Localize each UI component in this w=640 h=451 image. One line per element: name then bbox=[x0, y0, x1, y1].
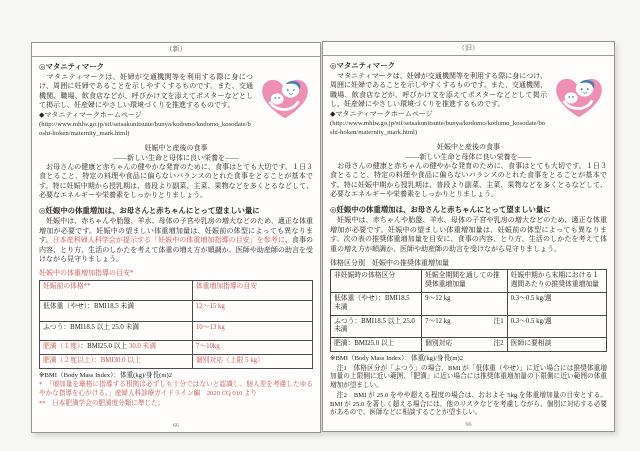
cell-value: 7〜10kg bbox=[192, 341, 312, 355]
page-number: 66 bbox=[465, 422, 472, 428]
weight-text-black-2: 、食事の内容、とり方、生活のしかたを考えて体重の増え方が順調か、医師や助産師の助言を受けながら見守りましょう。 bbox=[39, 236, 313, 263]
category-part-red: 肥満（１度） bbox=[43, 343, 81, 351]
cell-total bbox=[422, 338, 508, 352]
footnote-bmi: ※BMI（Body Mass Index）：体重(kg)/身長(m)2 bbox=[39, 371, 172, 379]
table-row bbox=[40, 322, 313, 341]
cell-weekly: 0.3〜0.5 kg/週 bbox=[507, 315, 606, 338]
note-ref: 注2 bbox=[493, 340, 504, 348]
weight-text-black-1: 妊娠中は、赤ちゃんや胎盤、羊水、母体の子宮や乳房の増大などのため、適正な体重増加が必要です。妊娠中の望ましい体重増加量は、妊娠前の体型によっても異なります。 bbox=[39, 217, 313, 245]
cell-category: ふつう：BMI18.5 以上 25.0 未満 bbox=[40, 322, 193, 341]
table-header-row bbox=[331, 270, 607, 293]
cell-category bbox=[40, 341, 193, 355]
cell-value: 12〜15 kg bbox=[192, 301, 312, 322]
weight-text-red: 日本産科婦人科学会が提示する「妊娠中の体重増加指導の目安」を参考に bbox=[52, 236, 285, 245]
footnotes bbox=[330, 355, 607, 418]
maternity-homepage-label: ◆マタニティマークホームページ bbox=[330, 110, 433, 119]
cell-category: ふつう：BMI18.5 以上 25.0 未満 bbox=[331, 315, 422, 338]
table-row bbox=[331, 315, 607, 338]
meal-subtitle: ――新しい生命と母体に良い栄養を―― bbox=[113, 153, 239, 162]
table-row bbox=[40, 301, 313, 322]
weight-gain-heading: ◎妊娠中の体重増加は、お母さんと赤ちゃんにとって望ましい量に bbox=[39, 206, 260, 216]
cell-value: 10〜13 kg bbox=[192, 322, 312, 341]
category-part-black: ：BMI25.0 以上 bbox=[80, 343, 129, 351]
cell-weekly: 0.3〜0.5 kg/週 bbox=[507, 292, 606, 315]
maternity-homepage-url: (http://www.mhlw.go.jp/stf/seisakunitsuite/bunya/kodomo/kodomo_kosodate/boshi-hoken/maternity_mark.html) bbox=[39, 120, 251, 137]
header-cell-total: 妊娠全期間を通しての推奨体重増加量 bbox=[422, 270, 508, 293]
cell-weekly: 医師に要相談 bbox=[507, 338, 606, 352]
document-page-new bbox=[31, 42, 321, 433]
weight-gain-heading: ◎妊娠中の体重増加は、お母さんと赤ちゃんにとって望ましい量に bbox=[330, 205, 551, 215]
total-value: 個別対応 bbox=[425, 340, 453, 348]
footnote-note2: 注2 BMI が 25.0 をやや超える程度の場合は、おおよそ 5kg を体重増加量の目安とする。BMI が 25.0 を著しく超える場合には、他のリスクなどを考慮しながら、個別に対応する必要があるので、医師などに相談することが望ましい。 bbox=[330, 391, 607, 417]
cell-total bbox=[422, 315, 508, 338]
total-value: 7〜12 kg bbox=[425, 317, 451, 325]
table-row bbox=[40, 354, 313, 368]
cell-value: 個別対応（上限 5 kg） bbox=[192, 354, 312, 368]
footnote-note1: 注1 体格区分が「ふつう」の場合、BMI が「低体重（やせ）」に近い場合には推奨体重増加量の上限側に近い範囲、「肥満」に近い場合には推奨体重増加量の下限側に近い範囲の体重増加が望ましい。 bbox=[330, 364, 607, 390]
weight-table-title: 体格区分別 妊娠中の推奨体重増加量 bbox=[330, 258, 449, 267]
header-cell-build: 妊娠前の体格** bbox=[40, 280, 193, 301]
meal-paragraph: お母さんの健康と赤ちゃんの健やかな発育のために、食事はとても大切です。１日３食とること、特定の料理や食品に偏らないバランスのとれた食事をとることが基本です。特に妊娠中期から授乳期は、普段より副菜、主菜、果物などを多くとるなどして、必要なエネルギーや栄養素をしっかりとりましょう。 bbox=[330, 161, 607, 199]
maternity-mark-icon bbox=[257, 74, 313, 122]
meal-subtitle: ――新しい生命と母体に良い栄養を―― bbox=[405, 152, 532, 161]
maternity-mark-icon bbox=[551, 73, 607, 121]
maternity-mark-paragraph: マタニティマークは、妊婦が交通機関等を利用する際に身につけ、周囲に妊婦であることを示しやすくするものです。また、交通機関、職場、飲食店などが、呼びかけ文を添えてポスターなどとして掲示し、妊産婦にやさしい環境づくりを推進するものです。 bbox=[330, 71, 547, 109]
table-header-row bbox=[40, 280, 313, 301]
maternity-homepage-url: (http://www.mhlw.go.jp/stf/seisakunitsuite/bunya/kodomo/kodomo_kosodate/boshi-hoken/maternity_mark.html) bbox=[330, 119, 546, 136]
meal-title: 妊娠中と産後の食事 bbox=[437, 143, 500, 152]
document-page-old bbox=[322, 41, 615, 432]
cell-category: 低体重（やせ）：BMI18.5 未満 bbox=[331, 292, 422, 315]
header-cell-weekly: 妊娠中期から末期における１週間あたりの推奨体重増加量 bbox=[507, 270, 606, 293]
maternity-mark-paragraph: マタニティマークは、妊婦が交通機関等を利用する際に身につけ、周囲に妊婦であることを示しやすくするものです。また、交通機関、職場、飲食店などが、呼びかけ文を添えてポスターなどとして掲示し、妊産婦にやさしい環境づくりを推進するものです。 bbox=[39, 72, 253, 110]
maternity-mark-heading: ◎マタニティマーク bbox=[330, 61, 395, 70]
weight-gain-paragraph: 妊娠中は、赤ちゃんや胎盤、羊水、母体の子宮や乳房の増大などのため、適正な体重増加が必要です。妊娠中の望ましい体重増加量は、妊娠前の体型によっても異なります。次の表の推奨体重増加量を目安に、食事の内容、とり方、生活のしかたを考えて体重の増え方が順調か、医師や助産師の助言を受けながら見守りましょう。 bbox=[330, 216, 607, 253]
cell-total: 9〜12 kg bbox=[422, 292, 508, 315]
weight-guidance-table bbox=[39, 280, 313, 369]
weight-table-title: 妊娠中の体重増加指導の目安* bbox=[39, 269, 134, 278]
cell-category: 低体重（やせ）：BMI18.5 未満 bbox=[40, 301, 193, 322]
table-row bbox=[331, 338, 607, 352]
page-content bbox=[32, 57, 320, 409]
footnote-asterisk: * 「増加量を厳格に指導する根拠は必ずしも十分ではないと認識し、個人差を考慮したゆるやかな指導を心がける。」産婦人科診療ガイドライン編 2020 CQ 010 より bbox=[39, 381, 313, 398]
recommended-weight-table bbox=[330, 269, 607, 352]
weight-gain-paragraph bbox=[39, 217, 313, 264]
meal-title: 妊娠中と産後の食事 bbox=[144, 144, 208, 153]
cell-category: 肥満（２度以上）：BMI30.0 以上 bbox=[40, 354, 193, 368]
cell-category: 肥満：BMI25.0 以上 bbox=[331, 338, 422, 352]
header-cell-target: 体重増加指導の目安 bbox=[192, 280, 312, 301]
footnote-bmi: ※BMI（Body Mass Index）：体重(kg)/身長(m)2 bbox=[330, 355, 463, 363]
note-ref: 注1 bbox=[493, 317, 504, 325]
footnotes bbox=[39, 372, 313, 409]
table-row bbox=[40, 341, 313, 355]
meal-paragraph: お母さんの健康と赤ちゃんの健やかな発育のために、食事はとても大切です。１日３食とること、特定の料理や食品に偏らないバランスのとれた食事をとることが基本です。特に妊娠中期から授乳期は、普段より副菜、主菜、果物などを多くとるなどして、必要なエネルギーや栄養素をしっかりとりましょう。 bbox=[39, 162, 313, 200]
category-part-red-2: 30.0 未満 bbox=[128, 343, 157, 351]
page-tag-old: （旧） bbox=[323, 42, 614, 56]
page-number: 66 bbox=[173, 423, 179, 429]
table-row bbox=[331, 292, 607, 315]
maternity-mark-heading: ◎マタニティマーク bbox=[39, 62, 104, 71]
maternity-homepage-label: ◆マタニティマークホームページ bbox=[39, 111, 142, 120]
footnote-double-asterisk: ** 日本肥満学会の肥満度分類に準じた。 bbox=[39, 399, 165, 407]
page-content bbox=[323, 56, 614, 418]
page-tag-new: （新） bbox=[32, 43, 320, 57]
header-cell-build: 非妊娠時の体格区分 bbox=[331, 270, 422, 293]
